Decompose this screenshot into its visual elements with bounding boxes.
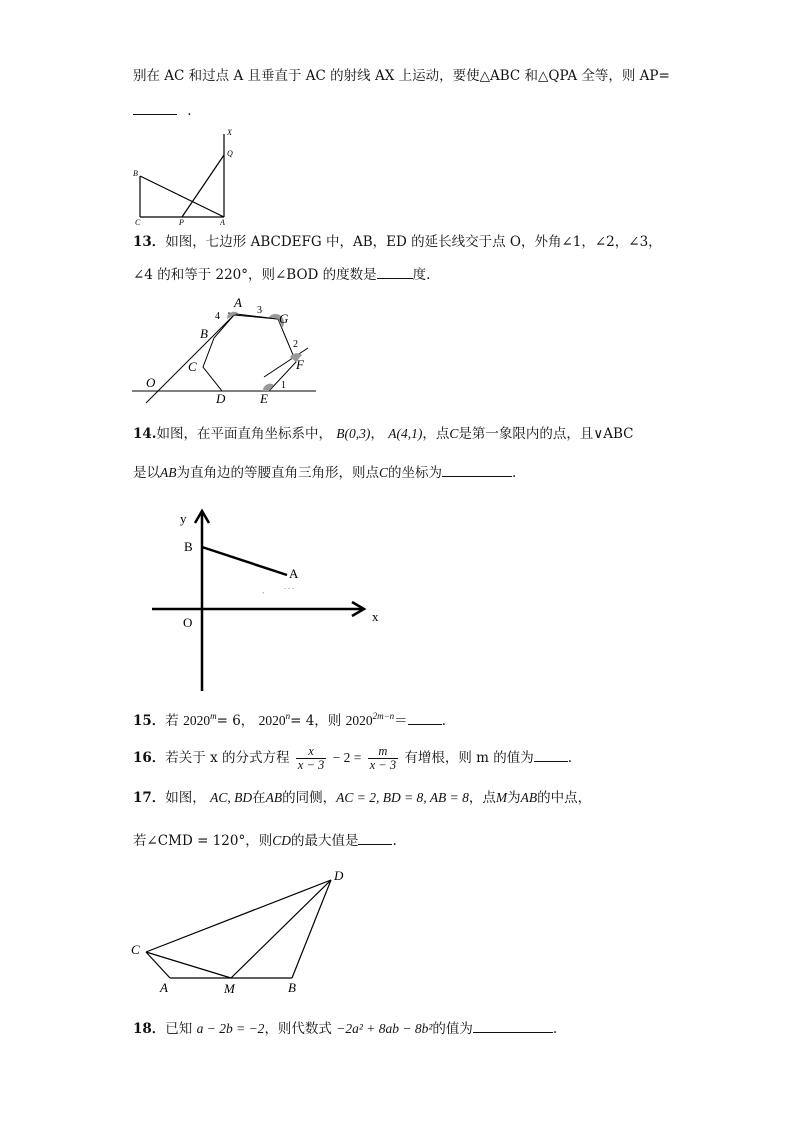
q18-answer-blank[interactable] [473,1018,553,1033]
q12-text: 别在 AC 和过点 A 且垂直于 AC 的射线 AX 上运动，要使△ABC 和△QPA 全等，则 AP= [133,68,670,84]
q17-label-d: D [334,868,344,883]
q14-label-a: A [289,566,299,581]
q13-line1: 13．如图，七边形 ABCDEFG 中，AB，ED 的延长线交于点 O，外角∠1，∠2，∠3， [133,234,662,250]
q14-answer-blank[interactable] [442,462,512,477]
q16-fraction-1: $\frac{x}{x - 3}$ [297,744,325,772]
q16-fraction-2: $\frac{m}{x - 3}$ [369,744,397,772]
q13-label-e: E [260,391,268,406]
q12-label-q: Q [227,149,233,158]
q13-label-a: A [234,295,242,310]
q13-figure [130,295,330,410]
q14-line1: 14.如图，在平面直角坐标系中， B(0,3)， A(4,1)，点C是第一象限内的点，且∨ABC [133,426,634,442]
q13-answer-blank[interactable] [377,264,413,279]
q12-label-c: C [135,218,141,227]
q12-label-a: A [220,218,225,227]
q13-label-o: O [146,375,156,390]
q12-answer-blank[interactable] [133,100,177,115]
q17-line1: 17．如图， AC, BD在AB的同侧，AC = 2, BD = 8, AB = 8，点M为AB的中点， [133,790,592,806]
q17-line2: 若∠CMD = 120°，则CD的最大值是 . [133,830,397,851]
q13-line2: ∠4 的和等于 220°，则∠BOD 的度数是 度. [133,264,430,285]
q12-label-p: P [179,218,184,227]
q17-label-a: A [160,980,168,995]
svg-text:. . .: . . . [284,582,294,591]
q13-angle-4: 4 [215,311,220,322]
q12-label-b: B [133,169,138,178]
q12-figure [130,126,240,226]
q14-label-y: y [180,511,187,526]
q13-angle-2: 2 [293,339,298,350]
q15-line: 15．若 $2020^m= 6$， $2020^n= 4$，则 $2020^{2m-n}=$ . [133,711,446,729]
q12-label-x: X [227,128,232,137]
q13-angle-3: 3 [257,305,262,316]
q16-answer-blank[interactable] [534,747,568,762]
q17-label-b: B [288,980,296,995]
q14-label-x: x [372,609,379,624]
q17-label-c: C [131,942,140,957]
q13-label-g: G [279,311,289,326]
q14-label-o: O [183,615,193,630]
q14-figure [150,505,390,695]
q17-answer-blank[interactable] [358,830,392,845]
q17-figure [128,866,358,1001]
q15-answer-blank[interactable] [408,710,442,725]
q14-label-b: B [184,539,193,554]
q13-label-d: D [216,391,226,406]
q13-label-c: C [188,359,197,374]
q12-answer-line: . [133,100,192,121]
svg-text:`: ` [262,591,265,600]
q14-line2: 是以AB为直角边的等腰直角三角形，则点C的坐标为 . [133,462,516,483]
q17-label-m: M [224,981,235,996]
q13-label-f: F [296,357,304,372]
q13-label-b: B [200,326,208,341]
q16-line: 16．若关于 x 的分式方程 $\frac{x}{x - 3}$ − 2 = $\frac{m}{x - 3}$ 有增根，则 m 的值为 . [133,744,573,772]
q13-angle-1: 1 [281,380,286,391]
q18-line: 18．已知 a − 2b = −2，则代数式 −2a² + 8ab − 8b²的值为 . [133,1018,557,1039]
